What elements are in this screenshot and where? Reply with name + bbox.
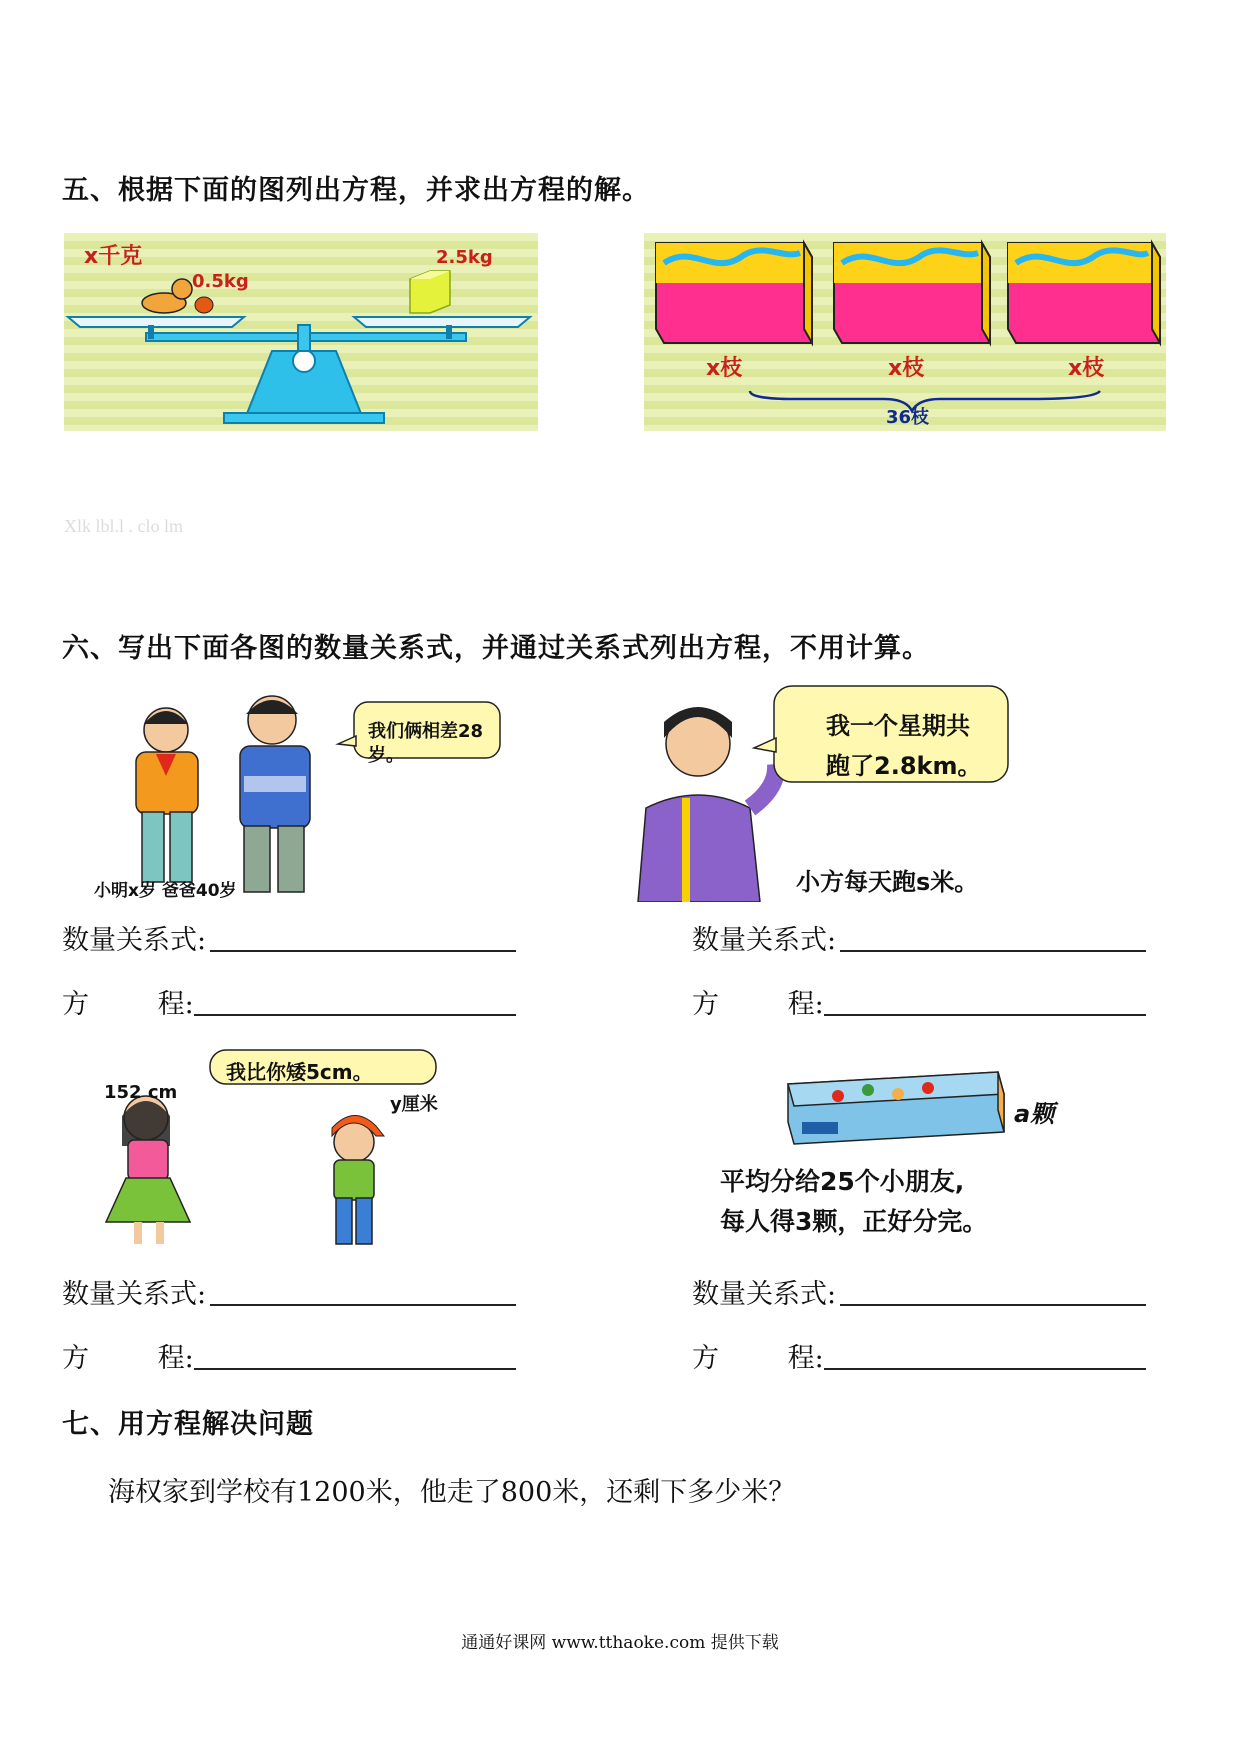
equation-label-1: 方 程: [62, 989, 194, 1020]
boy-height-label: y厘米 [390, 1094, 438, 1115]
box3-label: x枝 [1068, 356, 1105, 381]
father-son-caption: 小明x岁 爸爸40岁 [94, 881, 237, 901]
box-weight-label: 2.5kg [436, 247, 493, 268]
pencil-boxes-icon [644, 233, 1166, 431]
box2-label: x枝 [888, 356, 925, 381]
equation-answer-line-1[interactable] [194, 1014, 516, 1016]
relation-label-1: 数量关系式: [62, 925, 207, 956]
relation-label-3: 数量关系式: [62, 1279, 207, 1310]
equation-answer-line-3[interactable] [194, 1368, 516, 1370]
running-girl-picture [628, 678, 1068, 902]
heights-picture [76, 1046, 486, 1250]
candy-text-line1: 平均分给25个小朋友, [720, 1167, 965, 1196]
relation-answer-line-4[interactable] [840, 1304, 1146, 1306]
pencil-boxes-picture [644, 233, 1166, 431]
candy-count-label: a颗 [1014, 1100, 1055, 1128]
page-footer: 通通好课网 www.tthaoke.com 提供下载 [461, 1633, 779, 1653]
section7-title: 七、用方程解决问题 [62, 1409, 314, 1440]
section7-problem: 海权家到学校有1200米，他走了800米，还剩下多少米？ [108, 1477, 796, 1508]
equation-label-2: 方 程: [692, 989, 824, 1020]
father-son-bubble: 我们俩相差28岁。 [368, 721, 484, 766]
pencil-box-icon [656, 243, 812, 343]
total-label: 36枝 [886, 407, 930, 428]
candy-box-picture [668, 1044, 1088, 1252]
faint-watermark: Xlk lbl.l . clo lm [64, 516, 183, 536]
balance-scale-icon [64, 233, 538, 431]
running-girl-bubble-line1: 我一个星期共 [826, 712, 970, 740]
pencil-box-icon [834, 243, 990, 343]
box1-label: x枝 [706, 356, 743, 381]
running-girl-bubble-line2: 跑了2.8km。 [826, 752, 982, 780]
cat-weight-label: x千克 [84, 244, 143, 269]
equation-answer-line-2[interactable] [824, 1014, 1146, 1016]
cat-known-weight-label: 0.5kg [192, 271, 249, 292]
equation-label-4: 方 程: [692, 1343, 824, 1374]
relation-label-2: 数量关系式: [692, 925, 837, 956]
relation-answer-line-3[interactable] [210, 1304, 516, 1306]
running-girl-caption: 小方每天跑s米。 [796, 868, 979, 896]
relation-label-4: 数量关系式: [692, 1279, 837, 1310]
section6-title: 六、写出下面各图的数量关系式，并通过关系式列出方程，不用计算。 [62, 633, 930, 664]
candy-text-line2: 每人得3颗，正好分完。 [720, 1207, 988, 1236]
section5-title: 五、根据下面的图列出方程，并求出方程的解。 [62, 175, 650, 206]
balance-scale-picture [64, 233, 538, 431]
heights-bubble: 我比你矮5cm。 [226, 1060, 373, 1084]
father-son-illustration [94, 680, 514, 902]
equation-answer-line-4[interactable] [824, 1368, 1146, 1370]
girl-height-label: 152 cm [104, 1082, 178, 1103]
relation-answer-line-1[interactable] [210, 950, 516, 952]
relation-answer-line-2[interactable] [840, 950, 1146, 952]
equation-label-3: 方 程: [62, 1343, 194, 1374]
father-son-picture [94, 680, 514, 902]
pencil-box-icon [1008, 243, 1160, 343]
